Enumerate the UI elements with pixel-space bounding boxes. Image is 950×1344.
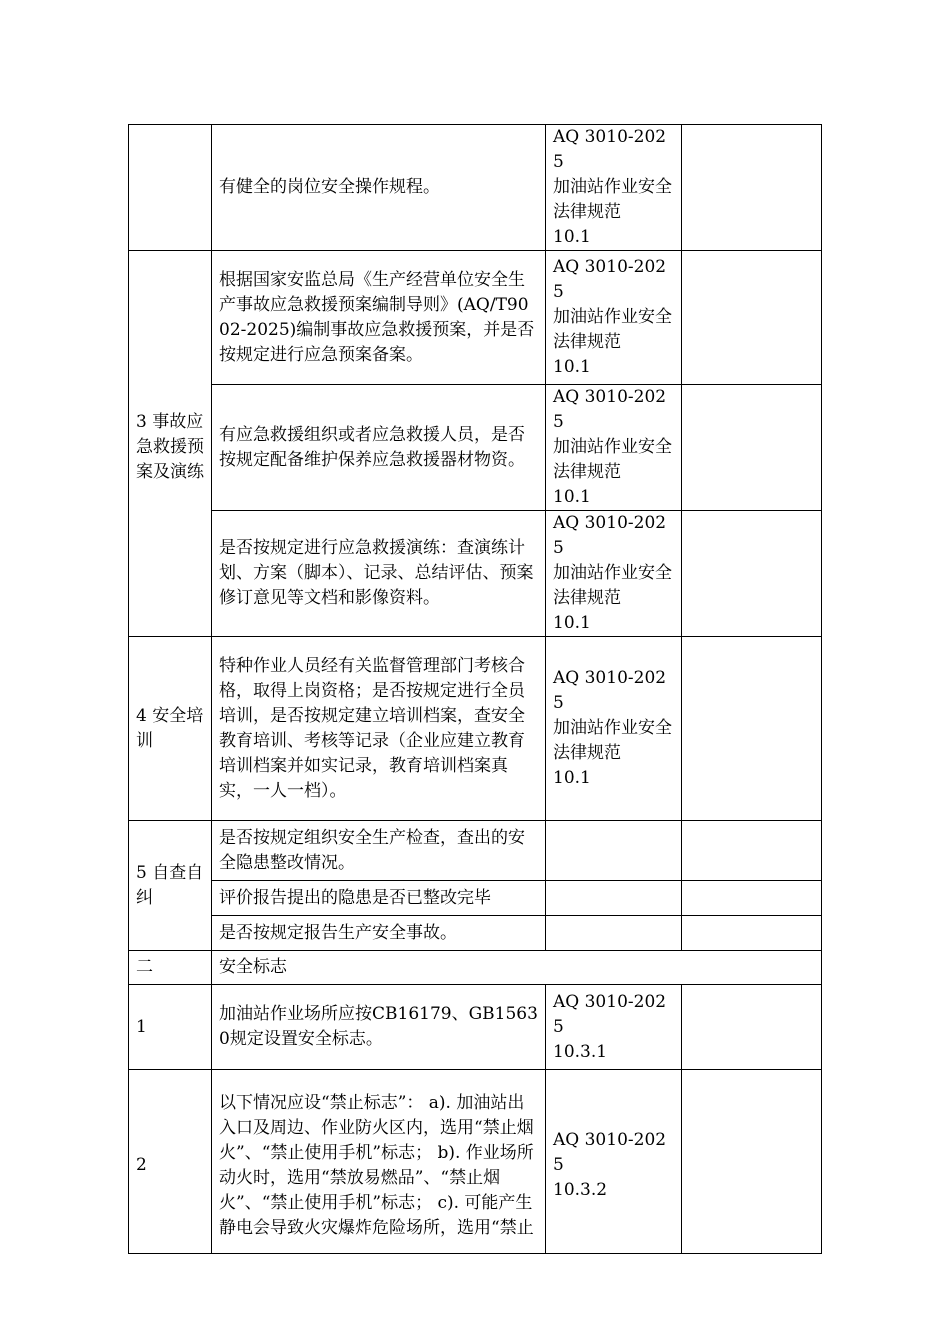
table-row	[129, 251, 822, 385]
result-cell	[682, 385, 822, 511]
section-row	[129, 951, 822, 985]
result-cell	[682, 985, 822, 1070]
table-row	[129, 385, 822, 511]
standard-cell: AQ 3010-2025 加油站作业安全法律规范 10.1	[546, 511, 682, 637]
inspection-table	[128, 124, 822, 1254]
standard-cell: AQ 3010-2025 加油站作业安全法律规范 10.1	[546, 385, 682, 511]
category-cell	[129, 125, 212, 251]
result-cell	[682, 637, 822, 821]
result-cell	[682, 251, 822, 385]
standard-cell: AQ 3010-2025 加油站作业安全法律规范 10.1	[546, 125, 682, 251]
table-row	[129, 985, 822, 1070]
result-cell	[682, 125, 822, 251]
category-cell: 3 事故应急救援预案及演练	[129, 251, 212, 637]
item-number: 2	[129, 1070, 212, 1254]
result-cell	[682, 881, 822, 916]
table-row	[129, 637, 822, 821]
result-cell	[682, 916, 822, 951]
check-item-cell: 特种作业人员经有关监督管理部门考核合格，取得上岗资格；是否按规定进行全员培训，是否按规定建立培训档案，查安全教育培训、考核等记录（企业应建立教育培训档案并如实记录，教育培训档案真实，一人一档）。	[212, 637, 546, 821]
table-row	[129, 821, 822, 881]
category-cell: 5 自查自纠	[129, 821, 212, 951]
check-item-cell: 是否按规定组织安全生产检查，查出的安全隐患整改情况。	[212, 821, 546, 881]
table-row	[129, 511, 822, 637]
standard-cell	[546, 821, 682, 881]
check-item-cell: 加油站作业场所应按CB16179、GB15630规定设置安全标志。	[212, 985, 546, 1070]
table-row	[129, 1070, 822, 1254]
check-item-cell: 是否按规定进行应急救援演练：查演练计划、方案（脚本）、记录、总结评估、预案修订意见等文档和影像资料。	[212, 511, 546, 637]
section-number: 二	[129, 951, 212, 985]
standard-cell	[546, 916, 682, 951]
check-item-cell: 根据国家安监总局《生产经营单位安全生产事故应急救援预案编制导则》(AQ/T9002-2025)编制事故应急救援预案，并是否按规定进行应急预案备案。	[212, 251, 546, 385]
result-cell	[682, 821, 822, 881]
standard-cell: AQ 3010-2025 10.3.2	[546, 1070, 682, 1254]
result-cell	[682, 511, 822, 637]
standard-cell: AQ 3010-2025 10.3.1	[546, 985, 682, 1070]
check-item-cell: 有健全的岗位安全操作规程。	[212, 125, 546, 251]
check-item-cell: 评价报告提出的隐患是否已整改完毕	[212, 881, 546, 916]
category-cell: 4 安全培训	[129, 637, 212, 821]
table-row	[129, 916, 822, 951]
section-title: 安全标志	[212, 951, 822, 985]
table-row	[129, 125, 822, 251]
item-number: 1	[129, 985, 212, 1070]
standard-cell	[546, 881, 682, 916]
check-item-cell: 有应急救援组织或者应急救援人员，是否按规定配备维护保养应急救援器材物资。	[212, 385, 546, 511]
check-item-cell: 以下情况应设“禁止标志”： a). 加油站出入口及周边、作业防火区内，选用“禁止烟火”、“禁止使用手机”标志； b). 作业场所动火时，选用“禁放易燃品”、“禁止烟火”、“禁止使用手机”标志； c). 可能产生静电会导致火灾爆炸危险场所，选用“禁止	[212, 1070, 546, 1254]
standard-cell: AQ 3010-2025 加油站作业安全法律规范 10.1	[546, 637, 682, 821]
standard-cell: AQ 3010-2025 加油站作业安全法律规范 10.1	[546, 251, 682, 385]
table-row	[129, 881, 822, 916]
check-item-cell: 是否按规定报告生产安全事故。	[212, 916, 546, 951]
result-cell	[682, 1070, 822, 1254]
